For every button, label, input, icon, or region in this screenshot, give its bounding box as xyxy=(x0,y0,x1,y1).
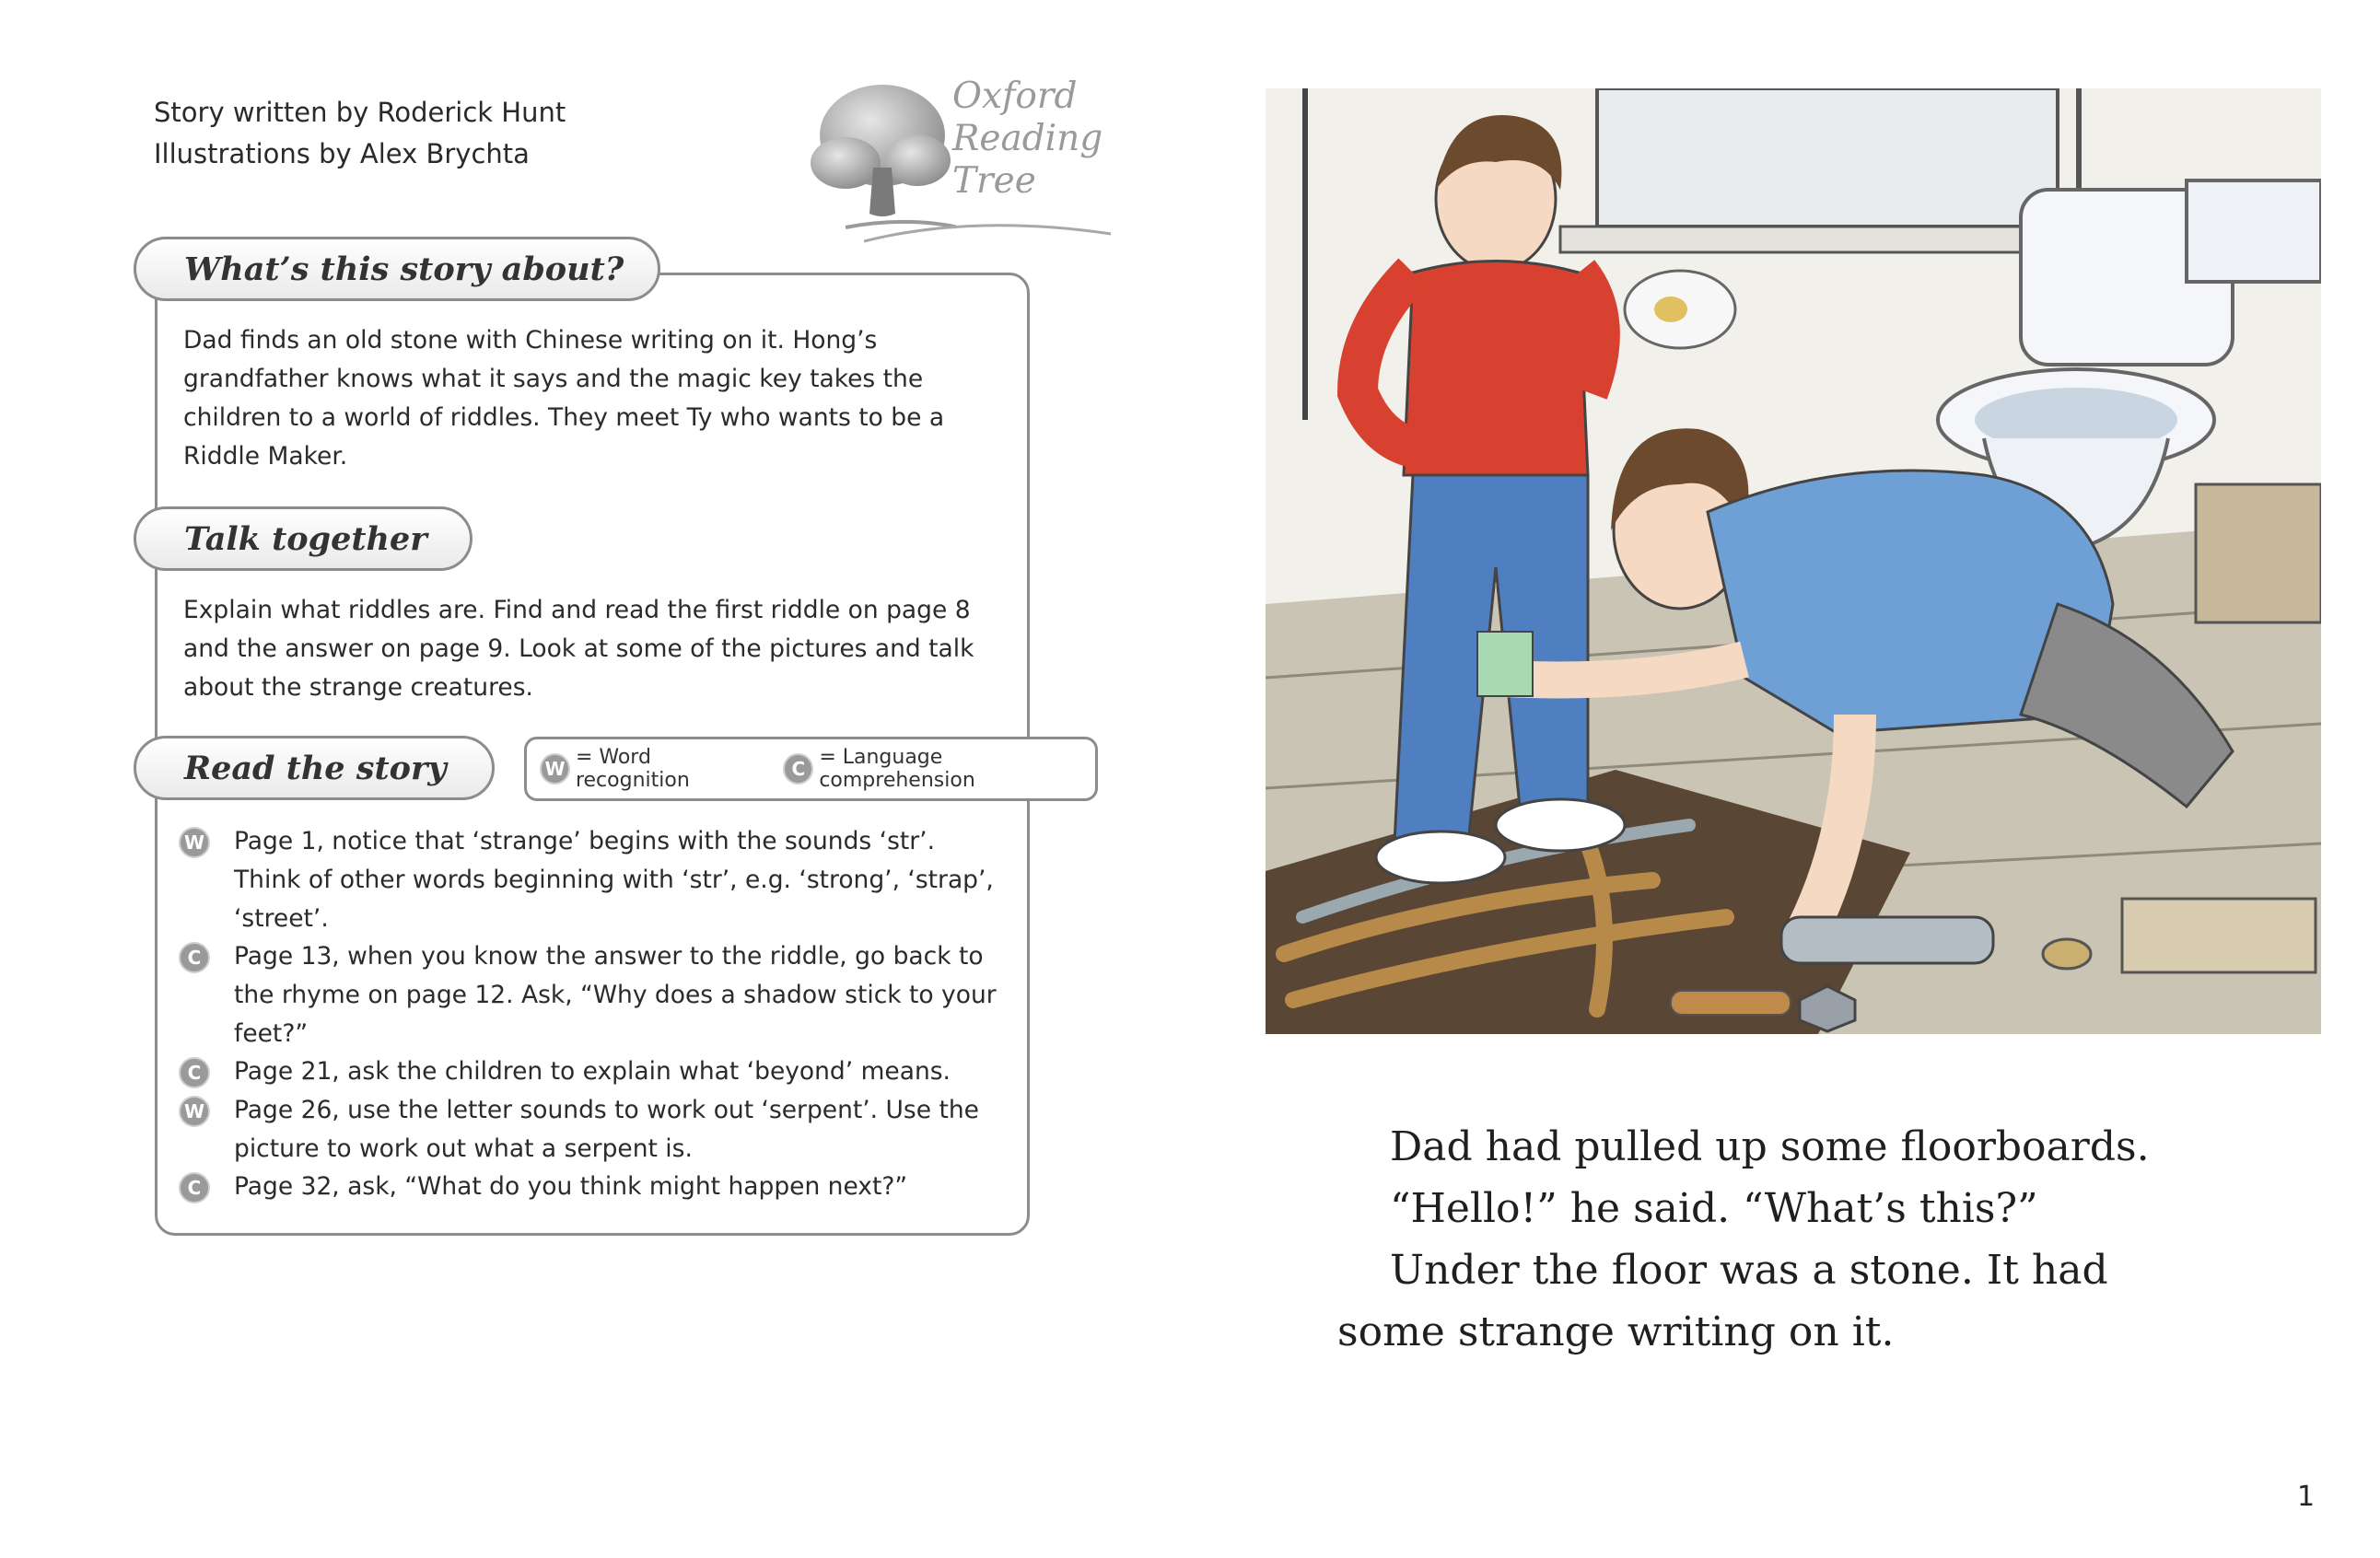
note-line: ‘street’. xyxy=(234,904,329,933)
story-line: some strange writing on it. xyxy=(1337,1308,1895,1355)
talk-line: Explain what riddles are. Find and read the first riddle on page 8 xyxy=(183,596,971,624)
skills-legend xyxy=(524,737,1098,801)
word-recognition-badge: W xyxy=(179,827,210,858)
note-line: Page 1, notice that ‘strange’ begins with the sounds ‘str’. xyxy=(234,827,936,855)
story-illustration xyxy=(1266,88,2321,1034)
note-line: Page 21, ask the children to explain what ‘beyond’ means. xyxy=(234,1057,951,1086)
language-comprehension-label: = Language comprehension xyxy=(819,746,975,792)
logo-swoosh xyxy=(864,214,1113,250)
logo-tree: Tree xyxy=(952,160,1036,202)
story-line: Under the floor was a stone. It had xyxy=(1390,1247,2108,1294)
read-heading: Read the story xyxy=(134,736,495,800)
note-line: Page 13, when you know the answer to the riddle, go back to xyxy=(234,942,984,971)
language-comprehension-badge: C xyxy=(783,753,813,785)
word-recognition-label: = Word recognition xyxy=(575,746,690,792)
talk-text xyxy=(183,591,1003,707)
note-line: the rhyme on page 12. Ask, “Why does a shadow stick to your xyxy=(234,981,997,1009)
about-line: Dad finds an old stone with Chinese writing on it. Hong’s xyxy=(183,326,878,355)
about-text xyxy=(183,321,1003,476)
page-number: 1 xyxy=(2297,1481,2316,1513)
language-comprehension-badge: C xyxy=(179,942,210,973)
talk-line: and the answer on page 9. Look at some of the pictures and talk xyxy=(183,634,974,663)
logo-reading: Reading xyxy=(952,118,1103,159)
about-line: children to a world of riddles. They meet Ty who wants to be a xyxy=(183,403,945,432)
language-comprehension-badge: C xyxy=(179,1172,210,1203)
note-line: Page 32, ask, “What do you think might happen next?” xyxy=(234,1172,908,1201)
note-line: Page 26, use the letter sounds to work out ‘serpent’. Use the xyxy=(234,1096,979,1124)
about-heading: What’s this story about? xyxy=(134,237,660,301)
note-line: Think of other words beginning with ‘str’, e.g. ‘strong’, ‘strap’, xyxy=(234,866,994,894)
reading-note xyxy=(181,1052,1009,1091)
story-text xyxy=(1337,1116,2314,1363)
talk-heading: Talk together xyxy=(134,506,472,571)
about-line: Riddle Maker. xyxy=(183,442,348,471)
reading-note xyxy=(181,937,1009,1053)
reading-note xyxy=(181,1168,1009,1206)
word-recognition-badge: W xyxy=(540,753,570,785)
reading-note xyxy=(181,822,1009,938)
illustrator-credit: Illustrations by Alex Brychta xyxy=(154,138,530,169)
about-line: grandfather knows what it says and the magic key takes the xyxy=(183,365,924,393)
story-line: Dad had pulled up some floorboards. xyxy=(1390,1123,2150,1170)
reading-note xyxy=(181,1091,1009,1168)
note-line: feet?” xyxy=(234,1019,309,1048)
language-comprehension-badge: C xyxy=(179,1057,210,1088)
logo-oxford: Oxford xyxy=(952,76,1078,117)
story-line: “Hello!” he said. “What’s this?” xyxy=(1390,1185,2038,1232)
note-line: picture to work out what a serpent is. xyxy=(234,1134,693,1163)
oxford-reading-tree-logo xyxy=(809,76,1113,250)
author-credit: Story written by Roderick Hunt xyxy=(154,97,566,128)
word-recognition-badge: W xyxy=(179,1096,210,1127)
talk-line: about the strange creatures. xyxy=(183,673,533,702)
